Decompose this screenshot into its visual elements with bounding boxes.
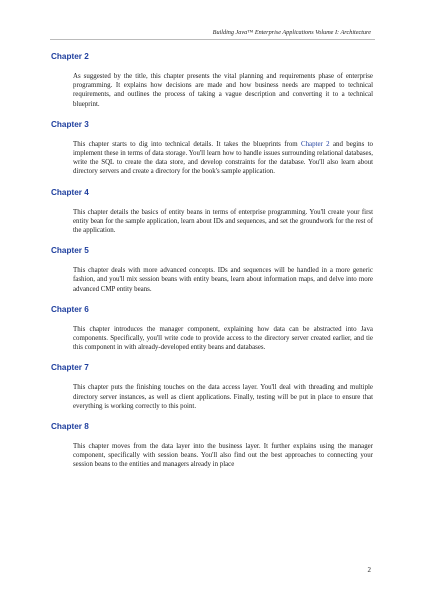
chapter-section-6 bbox=[51, 305, 373, 353]
chapter-section-5 bbox=[51, 246, 373, 294]
chapter-summary: As suggested by the title, this chapter presents the vital planning and requirements phase of enterprise programming. It explains how decisions are made and how business needs are mapped to technical requirements, and outlines the process of taking a vague description and converting it to a technical blueprint. bbox=[73, 73, 373, 108]
chapter-section-8 bbox=[51, 422, 373, 470]
chapter-heading: Chapter 7 bbox=[51, 363, 89, 373]
chapter-summary-text: This chapter starts to dig into technical details. It takes the blueprints from bbox=[73, 140, 301, 148]
chapter-heading: Chapter 5 bbox=[51, 246, 89, 256]
chapter-summary bbox=[73, 140, 373, 177]
header-divider bbox=[50, 39, 375, 40]
chapter-section-2 bbox=[51, 52, 373, 109]
chapter-heading: Chapter 3 bbox=[51, 119, 89, 129]
chapter-heading: Chapter 4 bbox=[51, 187, 89, 197]
chapter-2-link[interactable]: Chapter 2 bbox=[300, 140, 330, 148]
chapter-section-7 bbox=[51, 363, 373, 411]
document-body bbox=[51, 52, 373, 481]
chapter-summary: This chapter deals with more advanced concepts. IDs and sequences will be handled in a more generic fashion, and you'll mix session beans with entity beans, learn about information maps, and delve into more advanced CMP entity beans. bbox=[73, 267, 373, 293]
chapter-heading: Chapter 8 bbox=[51, 422, 89, 432]
chapter-summary: This chapter moves from the data layer into the business layer. It further explains using the manager component, specifically with session beans. You'll also find out the best approaches to connecting your session beans to the entities and managers already in place bbox=[73, 443, 373, 469]
chapter-summary: This chapter introduces the manager component, explaining how data can be abstracted into Java components. Specifically, you'll write code to provide access to the directory server created earlier, and tie this component in with already-developed entity beans and databases. bbox=[73, 325, 373, 352]
page-number: 2 bbox=[367, 566, 371, 574]
chapter-section-4 bbox=[51, 188, 373, 236]
running-header: Building Java™ Enterprise Applications Volume I: Architecture bbox=[212, 29, 371, 36]
chapter-summary: This chapter puts the finishing touches on the data access layer. You'll deal with threading and multiple directory server instances, as well as client applications. Finally, testing will be put in place to ensure that everything is working correctly to this point. bbox=[73, 384, 373, 410]
chapter-summary: This chapter details the basics of entity beans in terms of enterprise programming. You'll create your first entity bean for the sample application, learn about IDs and sequences, and set the groundwork for the rest of the application. bbox=[73, 208, 373, 235]
chapter-heading: Chapter 6 bbox=[51, 304, 89, 314]
chapter-summary-text: and begins to implement these in terms of data storage. You'll learn how to handle issues surrounding relational databases, write the SQL to create the data store, and develop constraints for the database. You'll also learn about directory servers and create a directory for the book's sample application. bbox=[73, 140, 373, 176]
chapter-heading: Chapter 2 bbox=[51, 52, 89, 61]
chapter-section-3 bbox=[51, 120, 373, 177]
